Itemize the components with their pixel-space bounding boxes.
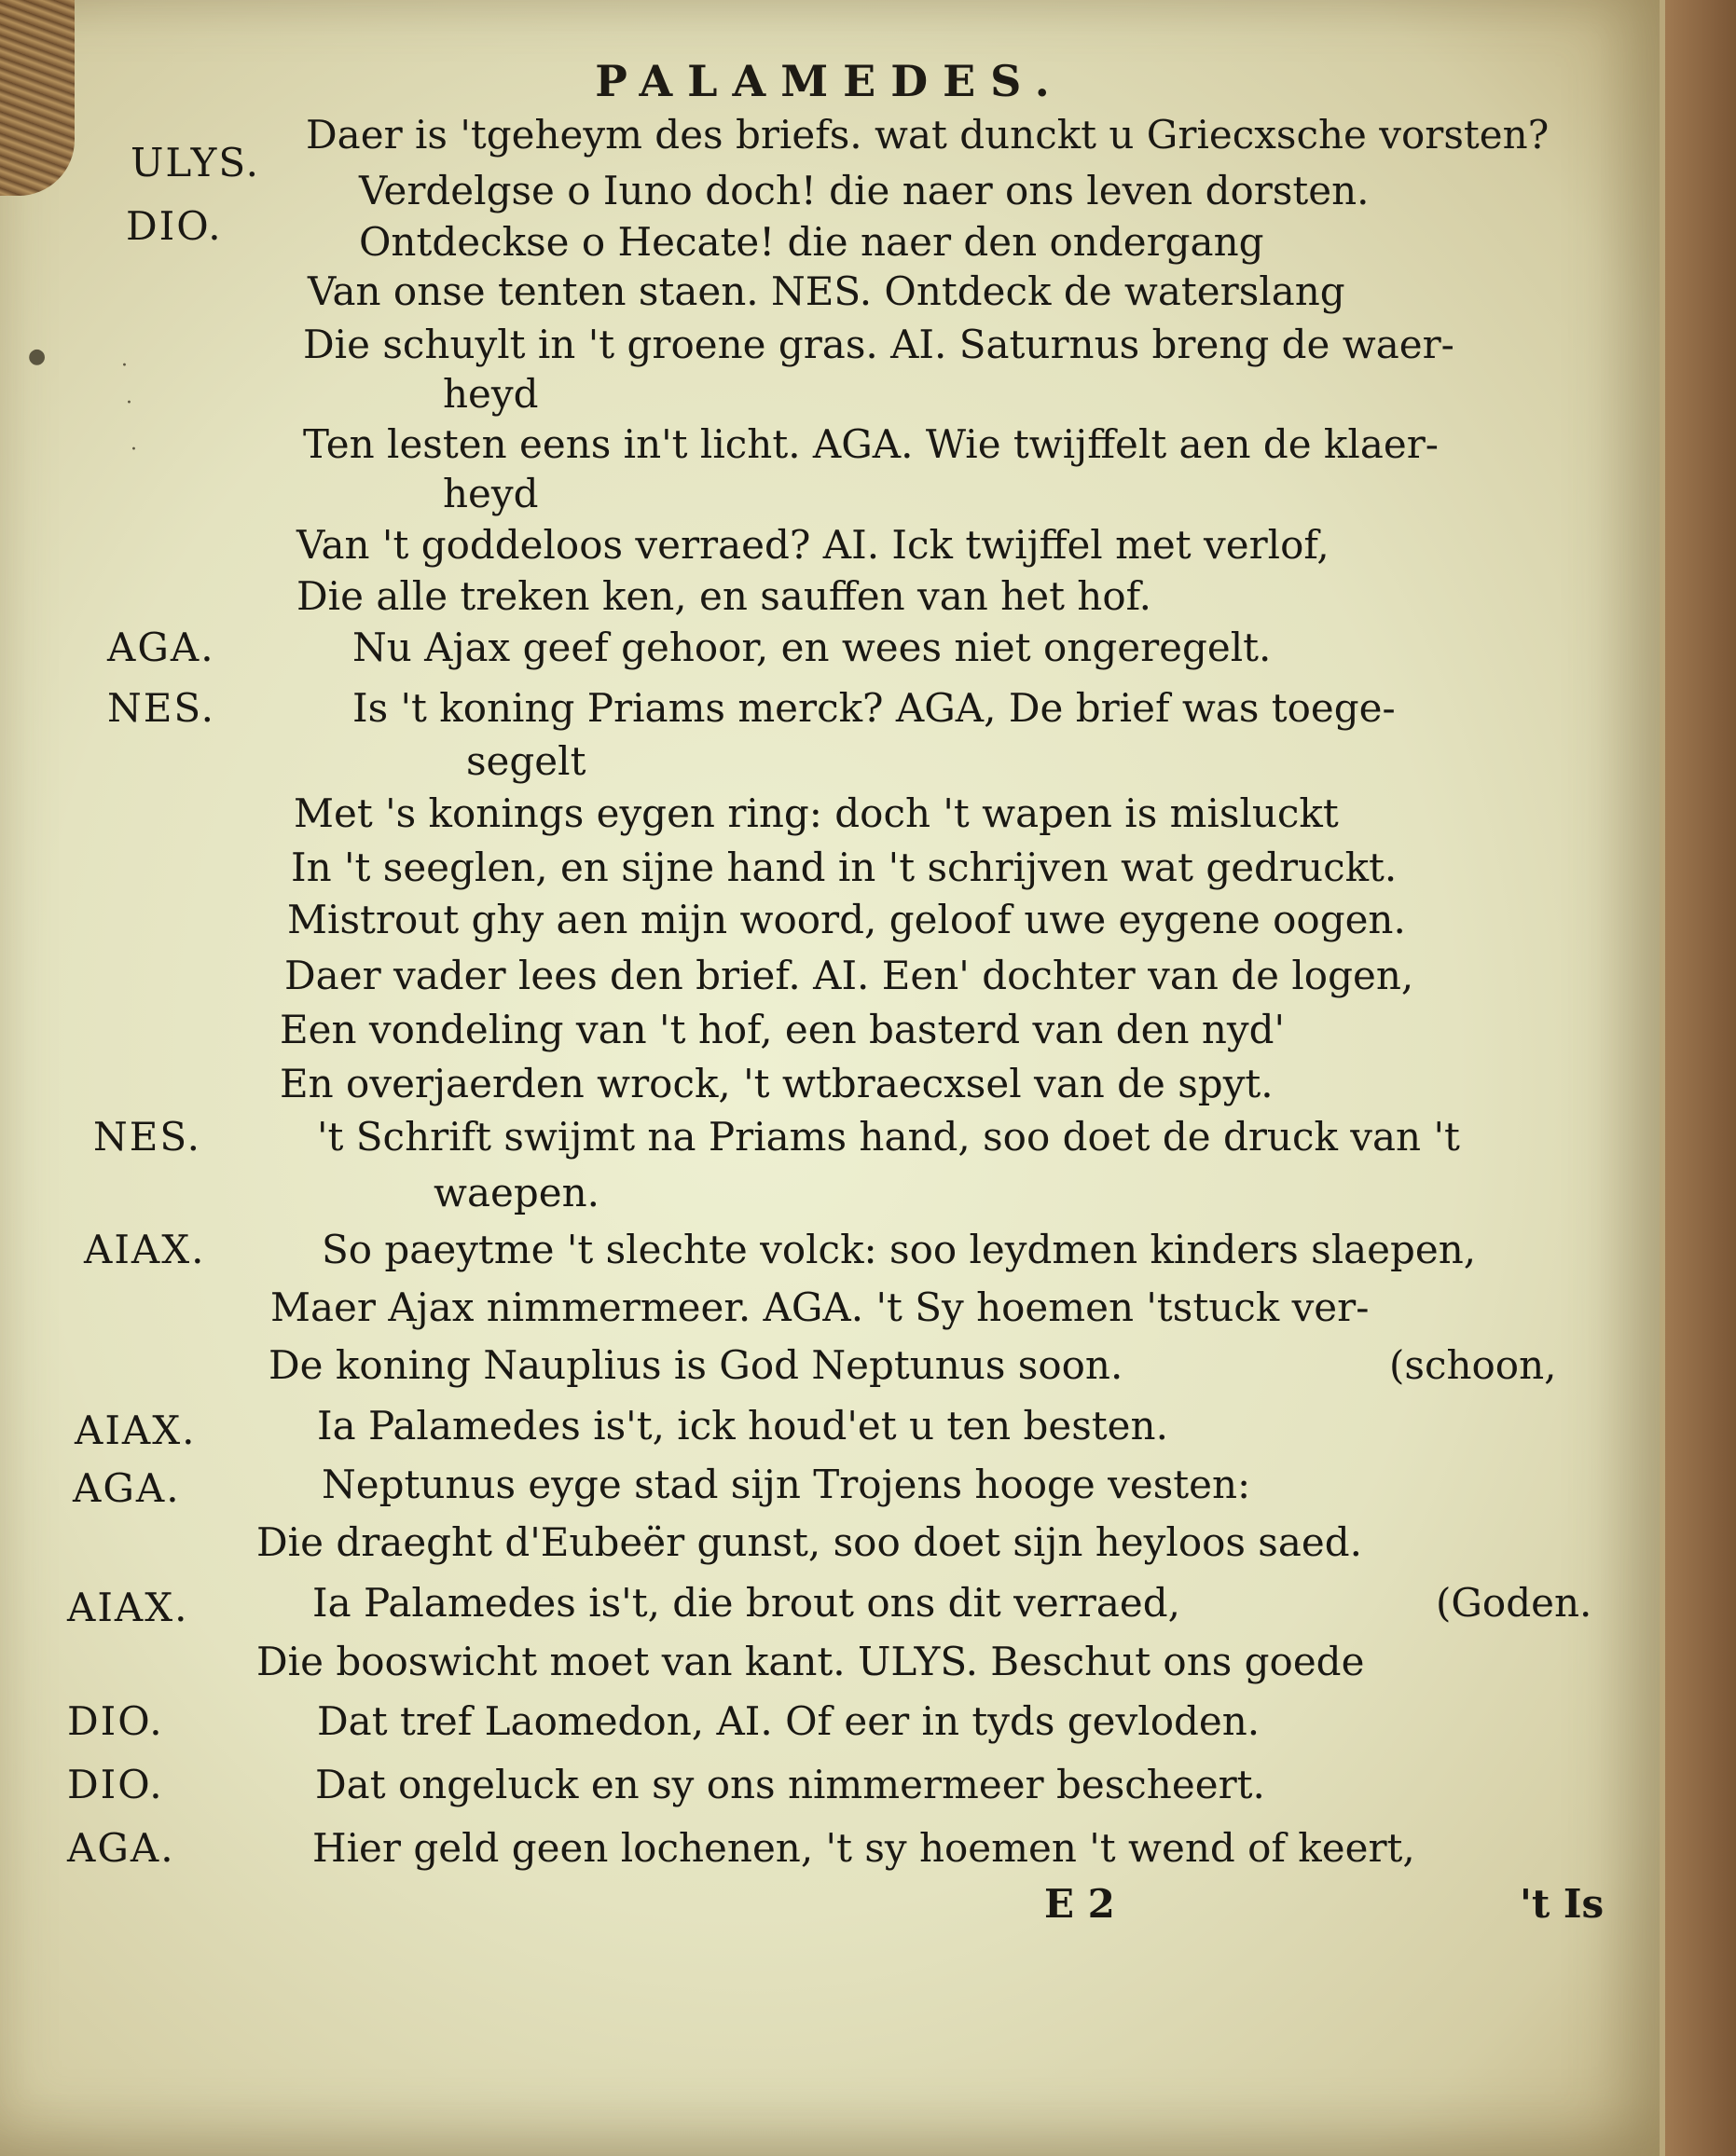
running-head: PALAMEDES. [595, 56, 1065, 106]
verse-line: heyd [443, 471, 539, 516]
verse-line: Ten lesten eens in't licht. AGA. Wie twijffelt aen de klaer- [303, 421, 1439, 467]
verse-line: Die draeght d'Eubeër gunst, soo doet sijn heyloos saed. [256, 1519, 1362, 1565]
verse-line: Daer is 'tgeheym des briefs. wat dunckt u Griecxsche vorsten? [306, 112, 1550, 158]
verse-line: Hier geld geen lochenen, 't sy hoemen 't wend of keert, [312, 1825, 1415, 1871]
verse-line: heyd [443, 371, 539, 417]
speaker-label: AGA. [107, 625, 215, 670]
verse-line: Neptunus eyge stad sijn Trojens hooge vesten: [322, 1462, 1251, 1507]
verse-line: Maer Ajax nimmermeer. AGA. 't Sy hoemen 'tstuck ver- [270, 1284, 1370, 1330]
verse-line: Van 't goddeloos verraed? AI. Ick twijffel met verlof, [296, 522, 1330, 568]
verse-line: Daer vader lees den brief. AI. Een' dochter van de logen, [284, 953, 1414, 998]
verse-line: waepen. [434, 1170, 599, 1215]
speaker-label: AGA. [73, 1465, 181, 1511]
verse-line: (Goden. [1436, 1580, 1592, 1626]
verse-line: Van onse tenten staen. NES. Ontdeck de waterslang [308, 268, 1345, 314]
verse-line: Ia Palamedes is't, ick houd'et u ten besten. [317, 1403, 1168, 1449]
verse-line: Een vondeling van 't hof, een basterd van den nyd' [280, 1007, 1286, 1052]
speaker-label: NES. [107, 685, 216, 731]
speaker-label: ULYS. [131, 140, 260, 185]
verse-line: En overjaerden wrock, 't wtbraecxsel van de spyt. [280, 1061, 1274, 1106]
signature-mark: E 2 [1044, 1881, 1115, 1927]
verse-line: 't Schrift swijmt na Priams hand, soo doet de druck van 't [317, 1114, 1460, 1160]
speaker-label: AIAX. [67, 1585, 189, 1630]
speaker-label: DIO. [67, 1698, 164, 1744]
verse-line: Nu Ajax geef gehoor, en wees niet ongeregelt. [352, 625, 1272, 670]
speaker-label: DIO. [67, 1762, 164, 1807]
verse-line: In 't seeglen, en sijne hand in 't schrijven wat gedruckt. [291, 845, 1398, 890]
verse-line: Dat tref Laomedon, AI. Of eer in tyds gevloden. [317, 1698, 1261, 1744]
speaker-label: AIAX. [84, 1227, 206, 1272]
speaker-label: AGA. [67, 1825, 175, 1871]
verse-line: Verdelgse o Iuno doch! die naer ons leven dorsten. [359, 168, 1370, 213]
verse-line: De koning Nauplius is God Neptunus soon. [269, 1342, 1123, 1388]
stain-mark: · [121, 354, 128, 378]
verse-line: Die alle treken ken, en sauffen van het hof. [296, 573, 1152, 619]
verse-line: Die schuylt in 't groene gras. AI. Saturnus breng de waer- [303, 322, 1454, 367]
verse-line: segelt [466, 738, 586, 784]
catchword: 't Is [1520, 1881, 1605, 1927]
stain-mark: ● [28, 345, 47, 368]
verse-line: Is 't koning Priams merck? AGA, De brief was toege- [352, 685, 1396, 731]
speaker-label: AIAX. [75, 1408, 197, 1453]
verse-line: Die booswicht moet van kant. ULYS. Beschut ons goede [256, 1639, 1365, 1684]
verse-line: Mistrout ghy aen mijn woord, geloof uwe eygene oogen. [287, 897, 1406, 942]
verse-line: Ia Palamedes is't, die brout ons dit verraed, [312, 1580, 1181, 1626]
speaker-label: NES. [93, 1114, 202, 1160]
speaker-label: DIO. [126, 203, 223, 249]
stain-mark: · [131, 438, 137, 461]
verse-line: Ontdeckse o Hecate! die naer den ondergang [359, 219, 1264, 265]
stain-mark: · [126, 391, 132, 415]
verse-line: So paeytme 't slechte volck: soo leydmen kinders slaepen, [322, 1227, 1477, 1272]
verse-line: Met 's konings eygen ring: doch 't wapen is misluckt [294, 790, 1339, 836]
verse-line: Dat ongeluck en sy ons nimmermeer bescheert. [315, 1762, 1265, 1807]
verse-line: (schoon, [1389, 1342, 1557, 1388]
